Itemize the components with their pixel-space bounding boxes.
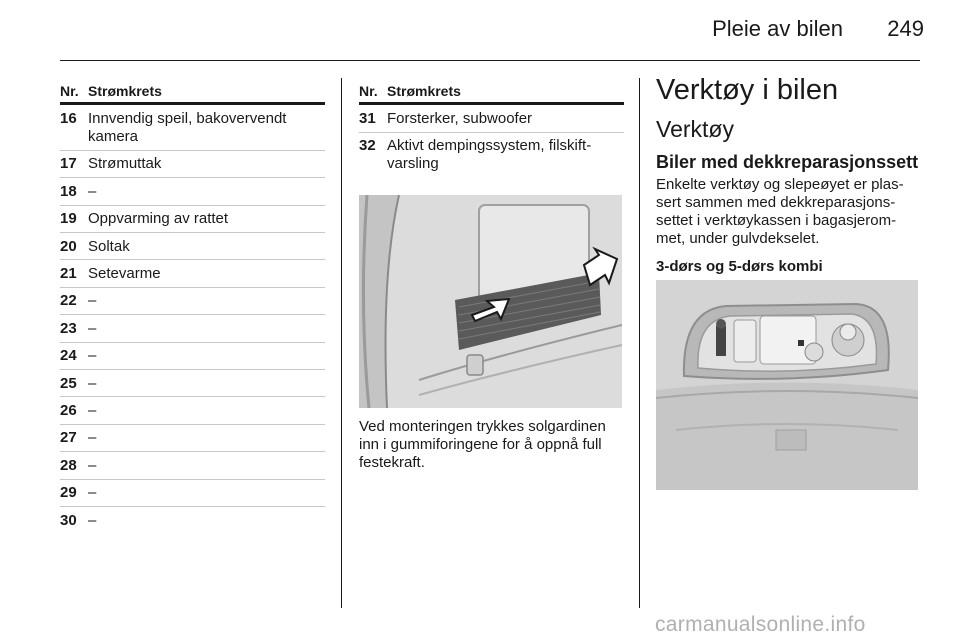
row-circuit-text: – xyxy=(88,319,97,337)
illustration-caption xyxy=(359,418,629,472)
row-circuit-text: Setevarme xyxy=(88,265,161,282)
row-number: 26 xyxy=(60,402,77,419)
paragraph-line: Enkelte verktøy og slepeøyet er plas- xyxy=(656,176,904,193)
row-number: 25 xyxy=(60,374,77,392)
row-circuit-text: Forsterker, subwoofer xyxy=(387,110,533,127)
table-header-nr: Nr. xyxy=(359,83,378,99)
row-number: 16 xyxy=(60,110,77,127)
row-number: 20 xyxy=(60,237,77,255)
paragraph-line: sert sammen med dekkreparasjons- xyxy=(656,194,896,211)
row-separator xyxy=(60,177,325,178)
column-divider-right xyxy=(639,78,640,608)
caption-line: festekraft. xyxy=(359,454,425,471)
paragraph-line: met, under gulvdekselet. xyxy=(656,230,820,247)
row-circuit-text: varsling xyxy=(387,155,439,173)
paragraph-line: settet i verktøykassen i bagasjerom- xyxy=(656,212,897,229)
row-circuit-text: – xyxy=(88,374,97,392)
row-circuit-text: – xyxy=(88,456,97,474)
row-number: 24 xyxy=(60,347,77,365)
row-number: 32 xyxy=(359,137,376,155)
row-separator xyxy=(60,396,325,397)
table-header-circuit: Strømkrets xyxy=(88,83,162,99)
row-separator xyxy=(359,132,624,133)
row-separator xyxy=(60,150,325,151)
fuse-table-2 xyxy=(359,80,624,190)
row-circuit-text: kamera xyxy=(88,128,139,145)
column-divider-left xyxy=(341,78,342,608)
watermark: carmanualsonline.info xyxy=(655,613,866,636)
sunshade-illustration xyxy=(359,195,622,408)
row-separator xyxy=(60,424,325,425)
row-circuit-text: – xyxy=(88,347,97,365)
row-number: 19 xyxy=(60,210,77,228)
caption-line: inn i gummiforingene for å oppnå full xyxy=(359,436,602,453)
row-separator xyxy=(60,287,325,288)
row-number: 31 xyxy=(359,110,376,127)
row-number: 29 xyxy=(60,484,77,502)
row-circuit-text: – xyxy=(88,429,97,447)
row-separator xyxy=(60,259,325,260)
row-circuit-text: – xyxy=(88,402,97,419)
row-separator xyxy=(60,342,325,343)
row-circuit-text: – xyxy=(88,511,97,529)
row-circuit-text: Aktivt dempingssystem, filskift- xyxy=(387,137,592,155)
row-circuit-text: – xyxy=(88,182,97,200)
table-header-nr: Nr. xyxy=(60,83,79,99)
subsection-title: Verktøy xyxy=(656,116,734,142)
row-circuit-text: – xyxy=(88,292,97,310)
row-separator xyxy=(60,314,325,315)
subsubsection-title: Biler med dekkreparasjonssett xyxy=(656,152,919,172)
table-header-circuit: Strømkrets xyxy=(387,83,461,99)
row-separator xyxy=(60,232,325,233)
table-header-rule xyxy=(359,102,624,105)
row-separator xyxy=(60,369,325,370)
row-number: 21 xyxy=(60,265,77,282)
section-title: Verktøy i bilen xyxy=(656,74,839,106)
row-number: 23 xyxy=(60,319,77,337)
row-number: 18 xyxy=(60,182,77,200)
row-circuit-text: Innvendig speil, bakovervendt xyxy=(88,110,287,127)
row-number: 17 xyxy=(60,155,77,173)
row-separator xyxy=(60,451,325,452)
variant-heading: 3-dørs og 5-dørs kombi xyxy=(656,258,823,275)
row-circuit-text: Soltak xyxy=(88,237,130,255)
row-circuit-text: – xyxy=(88,484,97,502)
row-number: 22 xyxy=(60,292,77,310)
row-circuit-text: Strømuttak xyxy=(88,155,162,173)
caption-line: Ved monteringen trykkes solgardinen xyxy=(359,418,606,435)
section-paragraph xyxy=(656,176,926,248)
row-separator xyxy=(60,506,325,507)
header-title: Pleie av bilen xyxy=(712,16,843,41)
row-separator xyxy=(60,205,325,206)
row-number: 28 xyxy=(60,456,77,474)
fuse-table-1 xyxy=(60,80,325,560)
page-number: 249 xyxy=(887,16,924,41)
row-number: 30 xyxy=(60,511,77,529)
header-rule xyxy=(60,60,920,61)
table-header-rule xyxy=(60,102,325,105)
row-circuit-text: Oppvarming av rattet xyxy=(88,210,229,228)
row-number: 27 xyxy=(60,429,77,447)
trunk-toolbox-illustration xyxy=(656,280,918,490)
row-separator xyxy=(60,479,325,480)
